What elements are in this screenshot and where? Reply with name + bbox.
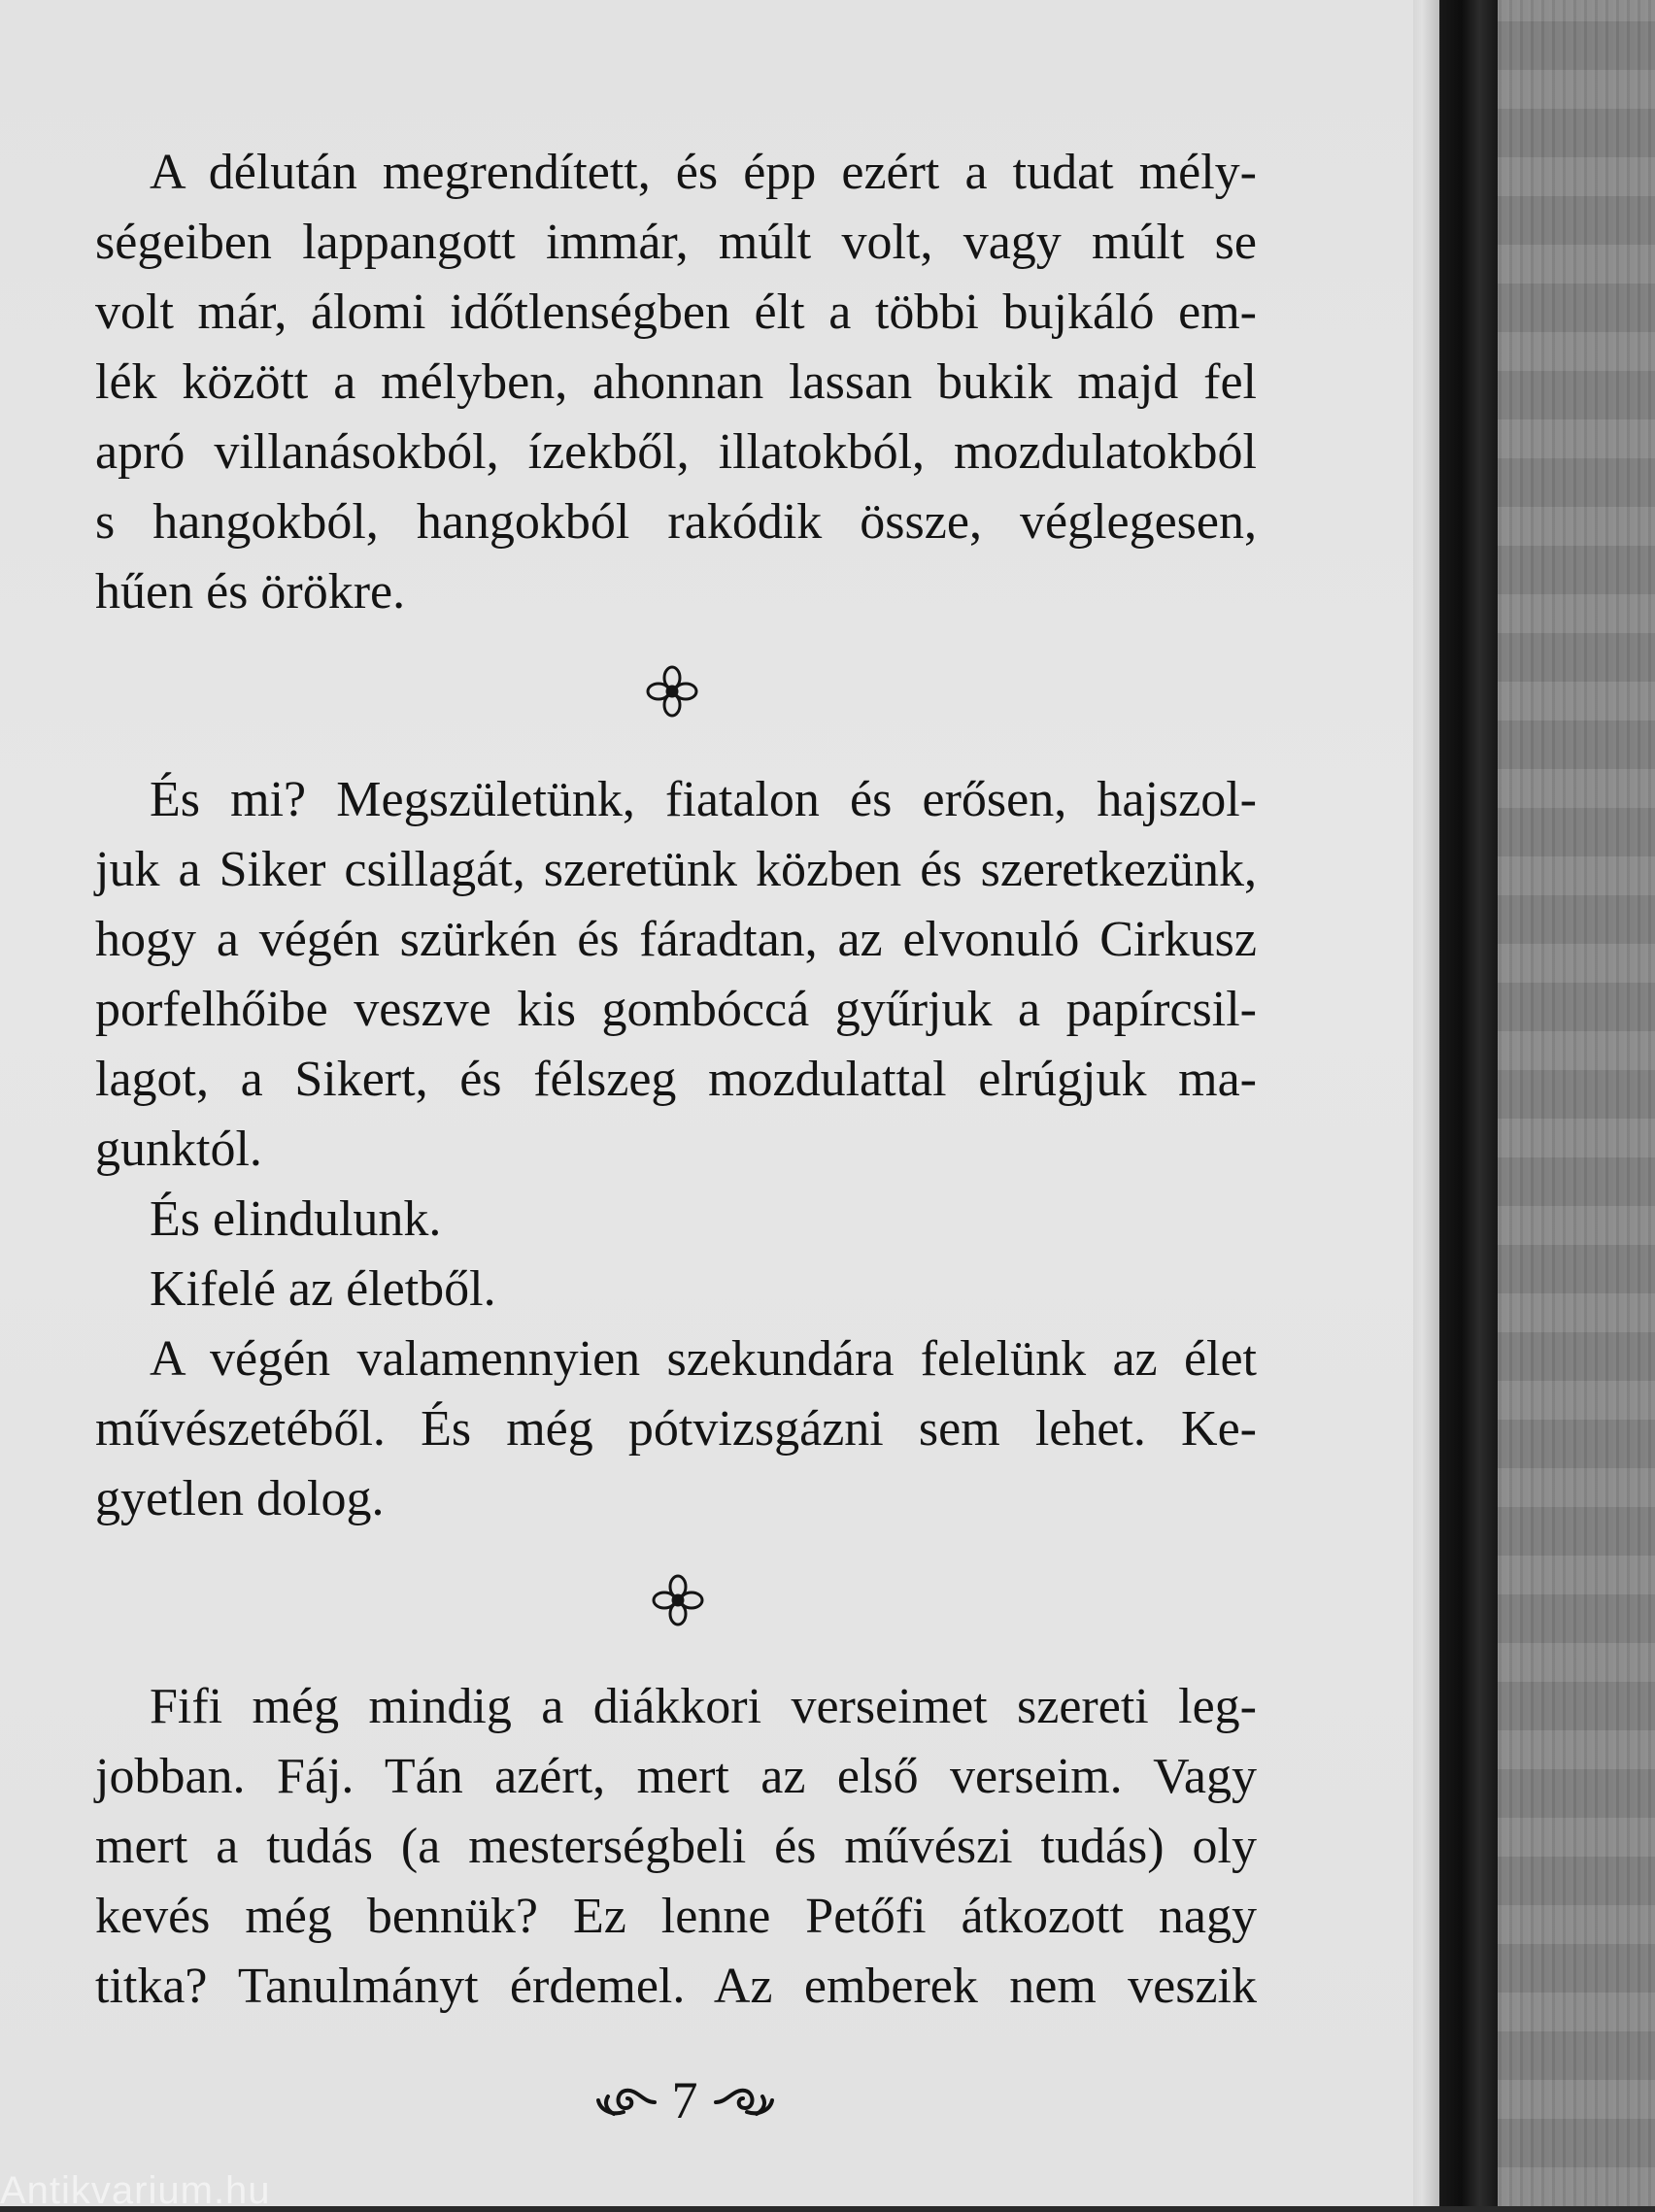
text-line: jobban. Fáj. Tán azért, mert az első verseim. Vagy bbox=[95, 1749, 1257, 1804]
text-line: És mi? Megszületünk, fiatalon és erősen, hajszol- bbox=[150, 772, 1257, 827]
scroll-flourish-right-icon bbox=[712, 2081, 776, 2120]
paragraph-2 bbox=[95, 765, 1257, 1534]
text-line: titka? Tanulmányt érdemel. Az emberek nem veszik bbox=[95, 1959, 1257, 2014]
paragraph-1 bbox=[95, 138, 1257, 627]
page-number: 7 bbox=[671, 2071, 698, 2129]
text-line: apró villanásokból, ízekből, illatokból, mozdulatokból bbox=[95, 424, 1257, 480]
text-line: Fifi még mindig a diákkori verseimet szereti leg- bbox=[150, 1679, 1257, 1734]
text-line: hogy a végén szürkén és fáradtan, az elvonuló Cirkusz bbox=[95, 912, 1257, 967]
text-line: És elindulunk. bbox=[150, 1191, 442, 1247]
book-spine bbox=[1437, 0, 1498, 2206]
text-line: A végén valamennyien szekundára felelünk az élet bbox=[150, 1331, 1257, 1387]
text-line: Kifelé az életből. bbox=[150, 1261, 496, 1317]
text-line: hűen és örökre. bbox=[95, 564, 406, 620]
background-wall bbox=[1496, 0, 1655, 2206]
text-line: lék között a mélyben, ahonnan lassan bukik majd fel bbox=[95, 354, 1257, 410]
page-edge bbox=[1410, 0, 1439, 2206]
watermark: Antikvarium.hu bbox=[0, 2169, 271, 2212]
text-line: gyetlen dolog. bbox=[95, 1471, 385, 1526]
text-line: juk a Siker csillagát, szeretünk közben és szeretkezünk, bbox=[95, 842, 1257, 897]
text-line: gunktól. bbox=[95, 1122, 262, 1177]
text-line: A délután megrendített, és épp ezért a tudat mély- bbox=[150, 145, 1257, 200]
text-line: volt már, álomi időtlenségben élt a többi bujkáló em- bbox=[95, 285, 1257, 340]
paragraph-6 bbox=[95, 1672, 1257, 2022]
text-line: porfelhőibe veszve kis gombóccá gyűrjuk a papírcsil- bbox=[95, 982, 1257, 1037]
flower-ornament-icon bbox=[649, 1571, 707, 1629]
text-line: művészetéből. És még pótvizsgázni sem lehet. Ke- bbox=[95, 1401, 1257, 1457]
page-number-folio bbox=[578, 2066, 792, 2134]
text-line: kevés még bennük? Ez lenne Petőfi átkozott nagy bbox=[95, 1889, 1257, 1944]
flower-ornament-icon bbox=[643, 662, 701, 721]
text-line: ségeiben lappangott immár, múlt volt, vagy múlt se bbox=[95, 215, 1257, 270]
scroll-flourish-left-icon bbox=[594, 2081, 659, 2120]
text-line: mert a tudás (a mesterségbeli és művészi tudás) oly bbox=[95, 1819, 1257, 1874]
text-line: s hangokból, hangokból rakódik össze, véglegesen, bbox=[95, 494, 1257, 550]
text-line: lagot, a Sikert, és félszeg mozdulattal elrúgjuk ma- bbox=[95, 1052, 1257, 1107]
